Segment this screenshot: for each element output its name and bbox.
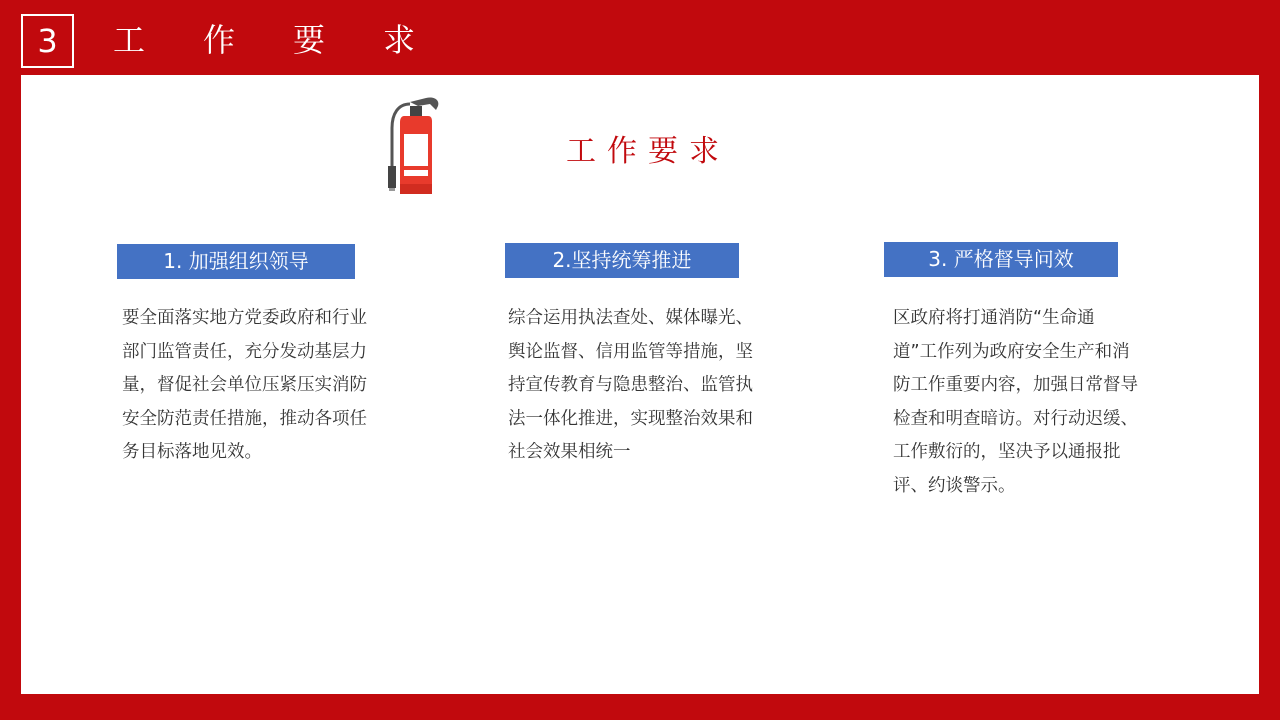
card-body-1: 要全面落实地方党委政府和行业部门监管责任，充分发动基层力量，督促社会单位压紧压实消防安全防范责任措施，推动各项任务目标落地见效。: [122, 308, 367, 463]
section-number-badge: 3: [21, 14, 74, 68]
card-title-2: 2.坚持统筹推进: [505, 243, 739, 278]
section-heading: 工作要求: [566, 134, 730, 169]
card-body-3: 区政府将打通消防“生命通道”工作列为政府安全生产和消防工作重要内容，加强日常督导检查和明查暗访。对行动迟缓、工作敷衍的，坚决予以通报批评、约谈警示。: [893, 308, 1138, 496]
fire-extinguisher-icon: [380, 96, 444, 200]
header-title: 工作要求: [113, 21, 474, 59]
card-title-1: 1. 加强组织领导: [117, 244, 355, 279]
card-title-3: 3. 严格督导问效: [884, 242, 1118, 277]
card-body-2: 综合运用执法查处、媒体曝光、舆论监督、信用监管等措施，坚持宣传教育与隐患整治、监管执法一体化推进，实现整治效果和社会效果相统一: [508, 308, 753, 463]
